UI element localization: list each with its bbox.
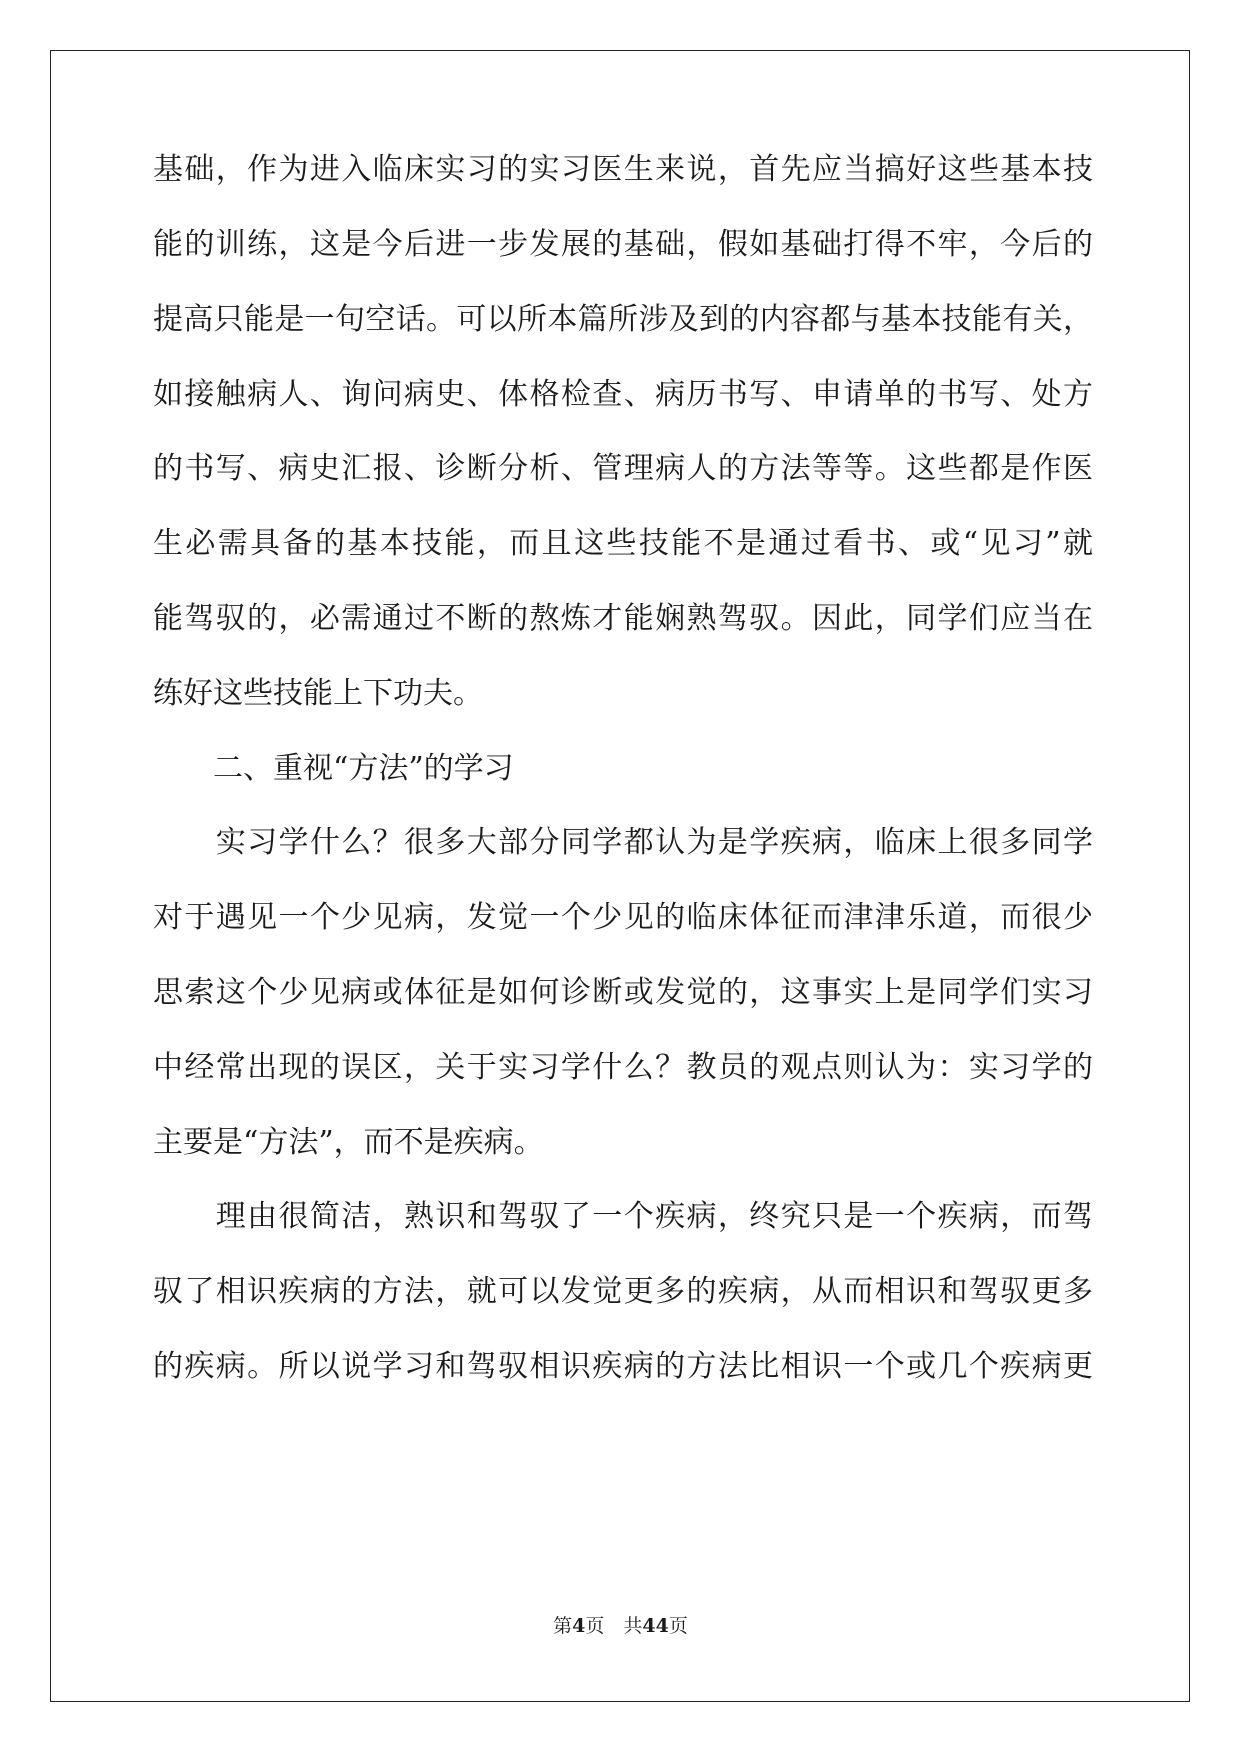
text-line: 如接触病人、询问病史、体格检查、病历书写、申请单的书写、处方 bbox=[153, 377, 1093, 412]
text-line: 中经常出现的误区，关于实习学什么？教员的观点则认为：实习学的 bbox=[153, 1050, 1093, 1085]
total-pages: 44 bbox=[642, 1615, 669, 1637]
text-line: 能驾驭的，必需通过不断的熬炼才能娴熟驾驭。因此，同学们应当在 bbox=[153, 601, 1093, 636]
text-line: 理由很简洁，熟识和驾驭了一个疾病，终究只是一个疾病，而驾 bbox=[153, 1199, 1093, 1234]
text-line: 的疾病。所以说学习和驾驭相识疾病的方法比相识一个或几个疾病更 bbox=[153, 1349, 1093, 1384]
text-line: 主要是“方法”，而不是疾病。 bbox=[153, 1125, 544, 1160]
text-line: 的书写、病史汇报、诊断分析、管理病人的方法等等。这些都是作医 bbox=[153, 451, 1093, 486]
text-line: 驭了相识疾病的方法，就可以发觉更多的疾病，从而相识和驾驭更多 bbox=[153, 1274, 1093, 1309]
page-suffix: 页 bbox=[585, 1615, 605, 1637]
text-line: 对于遇见一个少见病，发觉一个少见的临床体征而津津乐道，而很少 bbox=[153, 900, 1093, 935]
total-prefix: 共 bbox=[623, 1615, 643, 1637]
page-footer bbox=[0, 1614, 1241, 1638]
text-line: 能的训练，这是今后进一步发展的基础，假如基础打得不牢，今后的 bbox=[153, 227, 1093, 262]
text-line: 练好这些技能上下功夫。 bbox=[153, 676, 483, 711]
text-line: 提高只能是一句空话。可以所本篇所涉及到的内容都与基本技能有关， bbox=[153, 302, 1093, 337]
total-suffix: 页 bbox=[668, 1615, 688, 1637]
page-prefix: 第 bbox=[553, 1615, 573, 1637]
section-heading: 二、重视“方法”的学习 bbox=[153, 751, 514, 786]
text-line: 基础，作为进入临床实习的实习医生来说，首先应当搞好这些基本技 bbox=[153, 152, 1093, 187]
text-line: 思索这个少见病或体征是如何诊断或发觉的，这事实上是同学们实习 bbox=[153, 975, 1093, 1010]
text-line: 实习学什么？很多大部分同学都认为是学疾病，临床上很多同学 bbox=[153, 825, 1093, 860]
text-line: 生必需具备的基本技能，而且这些技能不是通过看书、或“见习”就 bbox=[153, 526, 1093, 561]
page-number: 4 bbox=[572, 1615, 586, 1637]
page-border bbox=[50, 50, 1190, 1702]
